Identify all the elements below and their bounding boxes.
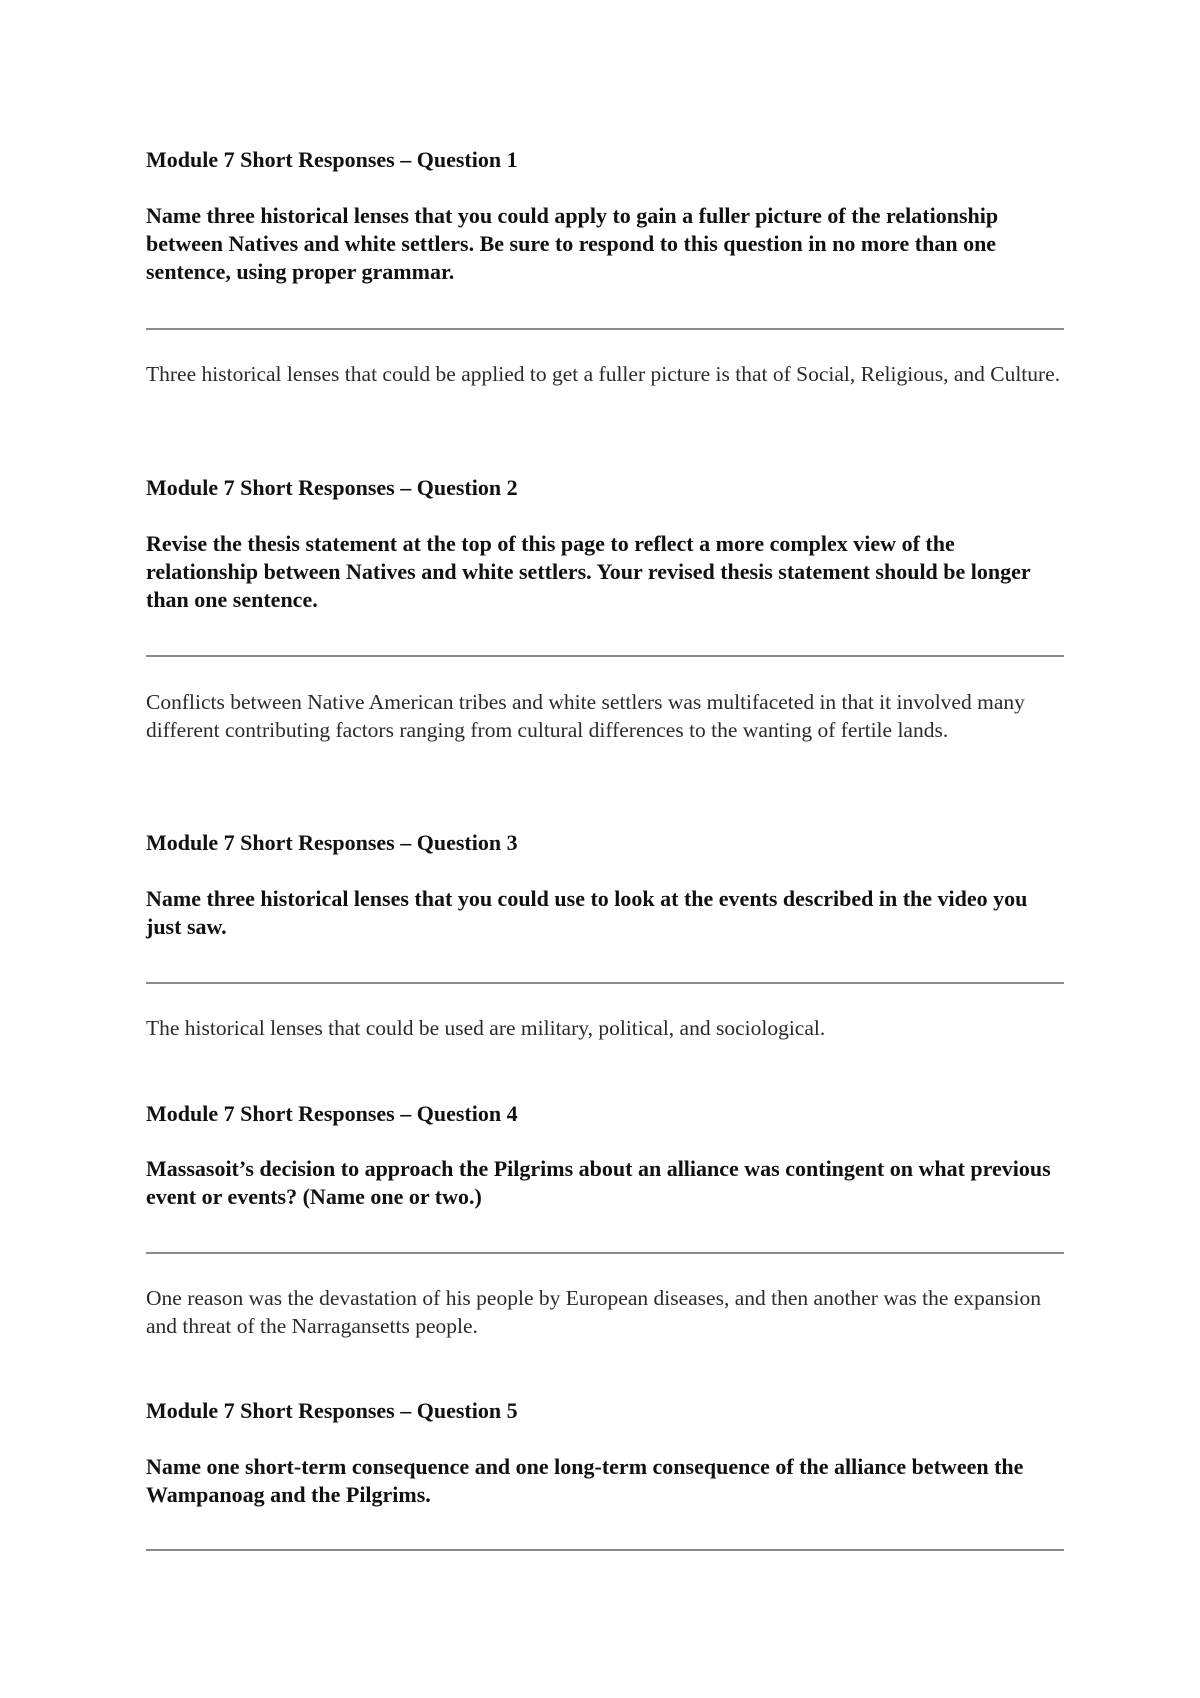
question-heading: Module 7 Short Responses – Question 4 xyxy=(146,1101,518,1126)
question-1-heading-block xyxy=(146,146,1064,174)
question-5-answer-rule xyxy=(146,1549,1064,1551)
answer-divider xyxy=(146,1549,1064,1551)
question-heading: Module 7 Short Responses – Question 2 xyxy=(146,475,518,500)
answer-text: One reason was the devastation of his people by European diseases, and then another was the expansion and threat of the Narragansetts people. xyxy=(146,1286,1041,1338)
question-2-prompt-block xyxy=(146,530,1064,614)
answer-divider xyxy=(146,1252,1064,1254)
answer-text: Three historical lenses that could be applied to get a fuller picture is that of Social, Religious, and Culture. xyxy=(146,362,1061,386)
answer-divider xyxy=(146,328,1064,330)
question-prompt: Revise the thesis statement at the top of this page to reflect a more complex view of the relationship between Natives and white settlers. Your revised thesis statement should be longer than one sentence. xyxy=(146,531,1031,612)
answer-text: Conflicts between Native American tribes and white settlers was multifaceted in that it involved many different contributing factors ranging from cultural differences to the wanting of fertile lands. xyxy=(146,690,1025,742)
question-prompt: Name three historical lenses that you could apply to gain a fuller picture of the relationship between Natives and white settlers. Be sure to respond to this question in no more than one sentence, using proper grammar. xyxy=(146,203,999,284)
question-1-answer-rule xyxy=(146,328,1064,330)
question-1-prompt-block xyxy=(146,202,1064,286)
question-3-prompt-block xyxy=(146,885,1064,941)
question-5-prompt-block xyxy=(146,1453,1064,1509)
question-3-heading-block xyxy=(146,829,1064,857)
question-prompt: Name one short-term consequence and one long-term consequence of the alliance between the Wampanoag and the Pilgrims. xyxy=(146,1454,1024,1507)
answer-text: The historical lenses that could be used are military, political, and sociological. xyxy=(146,1016,826,1040)
question-2-heading-block xyxy=(146,474,1064,502)
question-3-answer-block xyxy=(146,1014,1064,1042)
question-4-heading-block xyxy=(146,1100,1064,1128)
question-5-heading-block xyxy=(146,1397,1064,1425)
question-heading: Module 7 Short Responses – Question 5 xyxy=(146,1398,518,1423)
question-2-answer-block xyxy=(146,688,1064,744)
question-3-answer-rule xyxy=(146,982,1064,984)
question-heading: Module 7 Short Responses – Question 3 xyxy=(146,830,518,855)
question-heading: Module 7 Short Responses – Question 1 xyxy=(146,147,518,172)
question-4-answer-block xyxy=(146,1284,1064,1340)
question-2-answer-rule xyxy=(146,655,1064,657)
question-4-prompt-block xyxy=(146,1155,1064,1211)
answer-divider xyxy=(146,982,1064,984)
question-4-answer-rule xyxy=(146,1252,1064,1254)
question-prompt: Massasoit’s decision to approach the Pilgrims about an alliance was contingent on what previous event or events? (Name one or two.) xyxy=(146,1156,1051,1209)
question-prompt: Name three historical lenses that you could use to look at the events described in the video you just saw. xyxy=(146,886,1028,939)
question-1-answer-block xyxy=(146,360,1064,388)
answer-divider xyxy=(146,655,1064,657)
